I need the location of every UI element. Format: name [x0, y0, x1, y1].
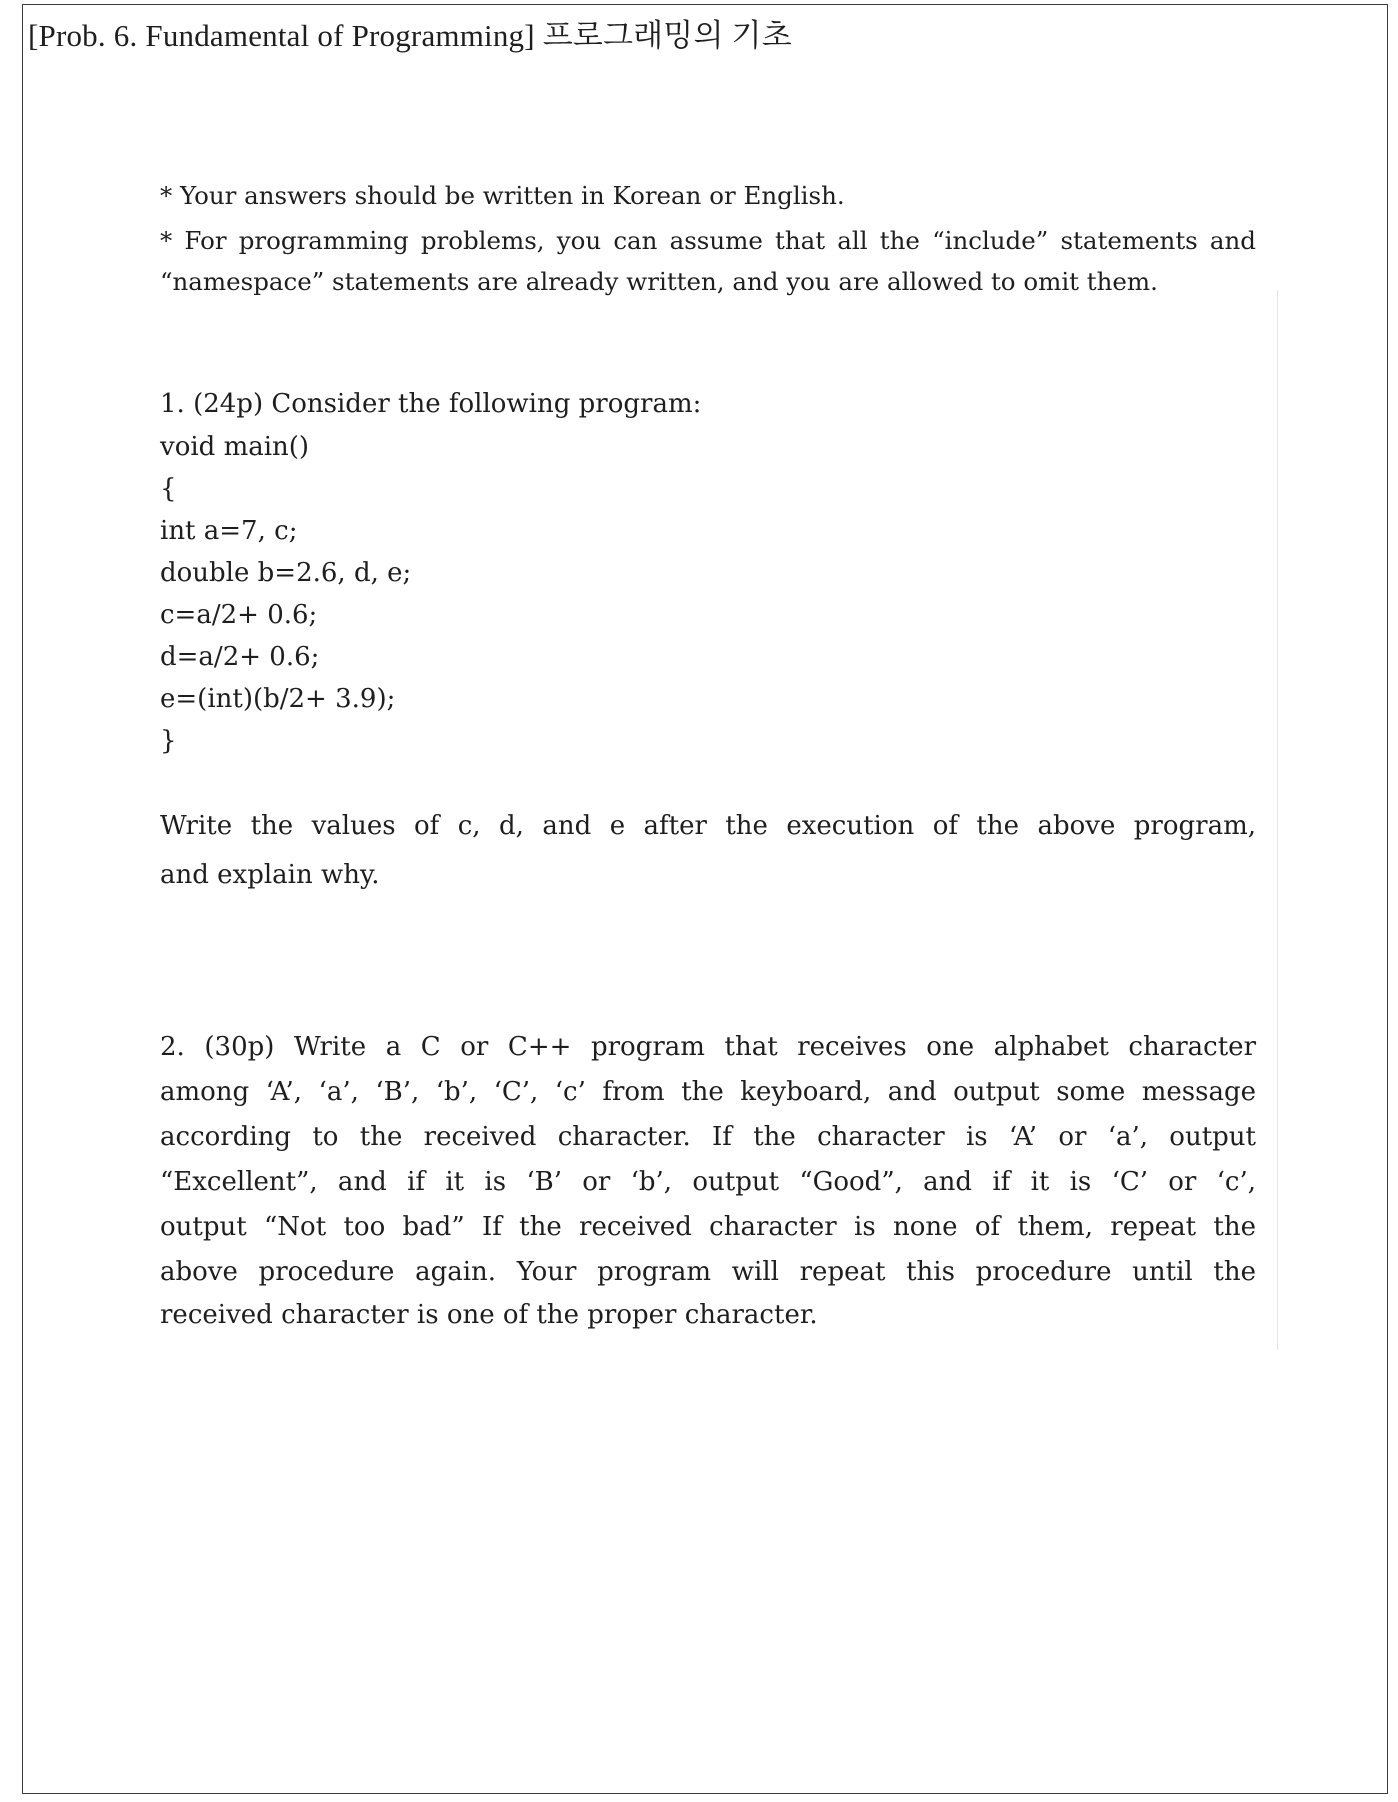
problem-2-line: among ‘A’, ‘a’, ‘B’, ‘b’, ‘C’, ‘c’ from the keyboard, and output some message — [160, 1077, 1256, 1107]
problem-2-line: according to the received character. If the character is ‘A’ or ‘a’, output — [160, 1122, 1256, 1152]
problem-2-line: output “Not too bad” If the received character is none of them, repeat the — [160, 1212, 1256, 1242]
code-line: int a=7, c; — [160, 516, 298, 546]
instruction-line: * Your answers should be written in Korean or English. — [160, 181, 845, 210]
code-line: void main() — [160, 432, 310, 462]
problem-1-question: Write the values of c, d, and e after the execution of the above program, — [160, 811, 1256, 841]
code-line: double b=2.6, d, e; — [160, 558, 412, 588]
code-line: c=a/2+ 0.6; — [160, 600, 318, 630]
instruction-line: * For programming problems, you can assume that all the “include” statements and — [160, 226, 1256, 255]
problem-1-question: and explain why. — [160, 860, 380, 890]
code-line: e=(int)(b/2+ 3.9); — [160, 684, 396, 714]
margin-rule — [1277, 290, 1278, 1350]
problem-2-line: 2. (30p) Write a C or C++ program that receives one alphabet character — [160, 1032, 1256, 1062]
code-line: d=a/2+ 0.6; — [160, 642, 320, 672]
code-line: { — [160, 474, 177, 504]
problem-1-heading: 1. (24p) Consider the following program: — [160, 389, 702, 419]
code-line: } — [160, 726, 177, 756]
problem-2-line: “Excellent”, and if it is ‘B’ or ‘b’, output “Good”, and if it is ‘C’ or ‘c’, — [160, 1167, 1256, 1197]
page-title: [Prob. 6. Fundamental of Programming] 프로그래밍의 기초 — [28, 18, 792, 53]
problem-2-line: above procedure again. Your program will repeat this procedure until the — [160, 1257, 1256, 1287]
instruction-line: “namespace” statements are already written, and you are allowed to omit them. — [160, 267, 1158, 296]
problem-2-line: received character is one of the proper character. — [160, 1300, 818, 1330]
